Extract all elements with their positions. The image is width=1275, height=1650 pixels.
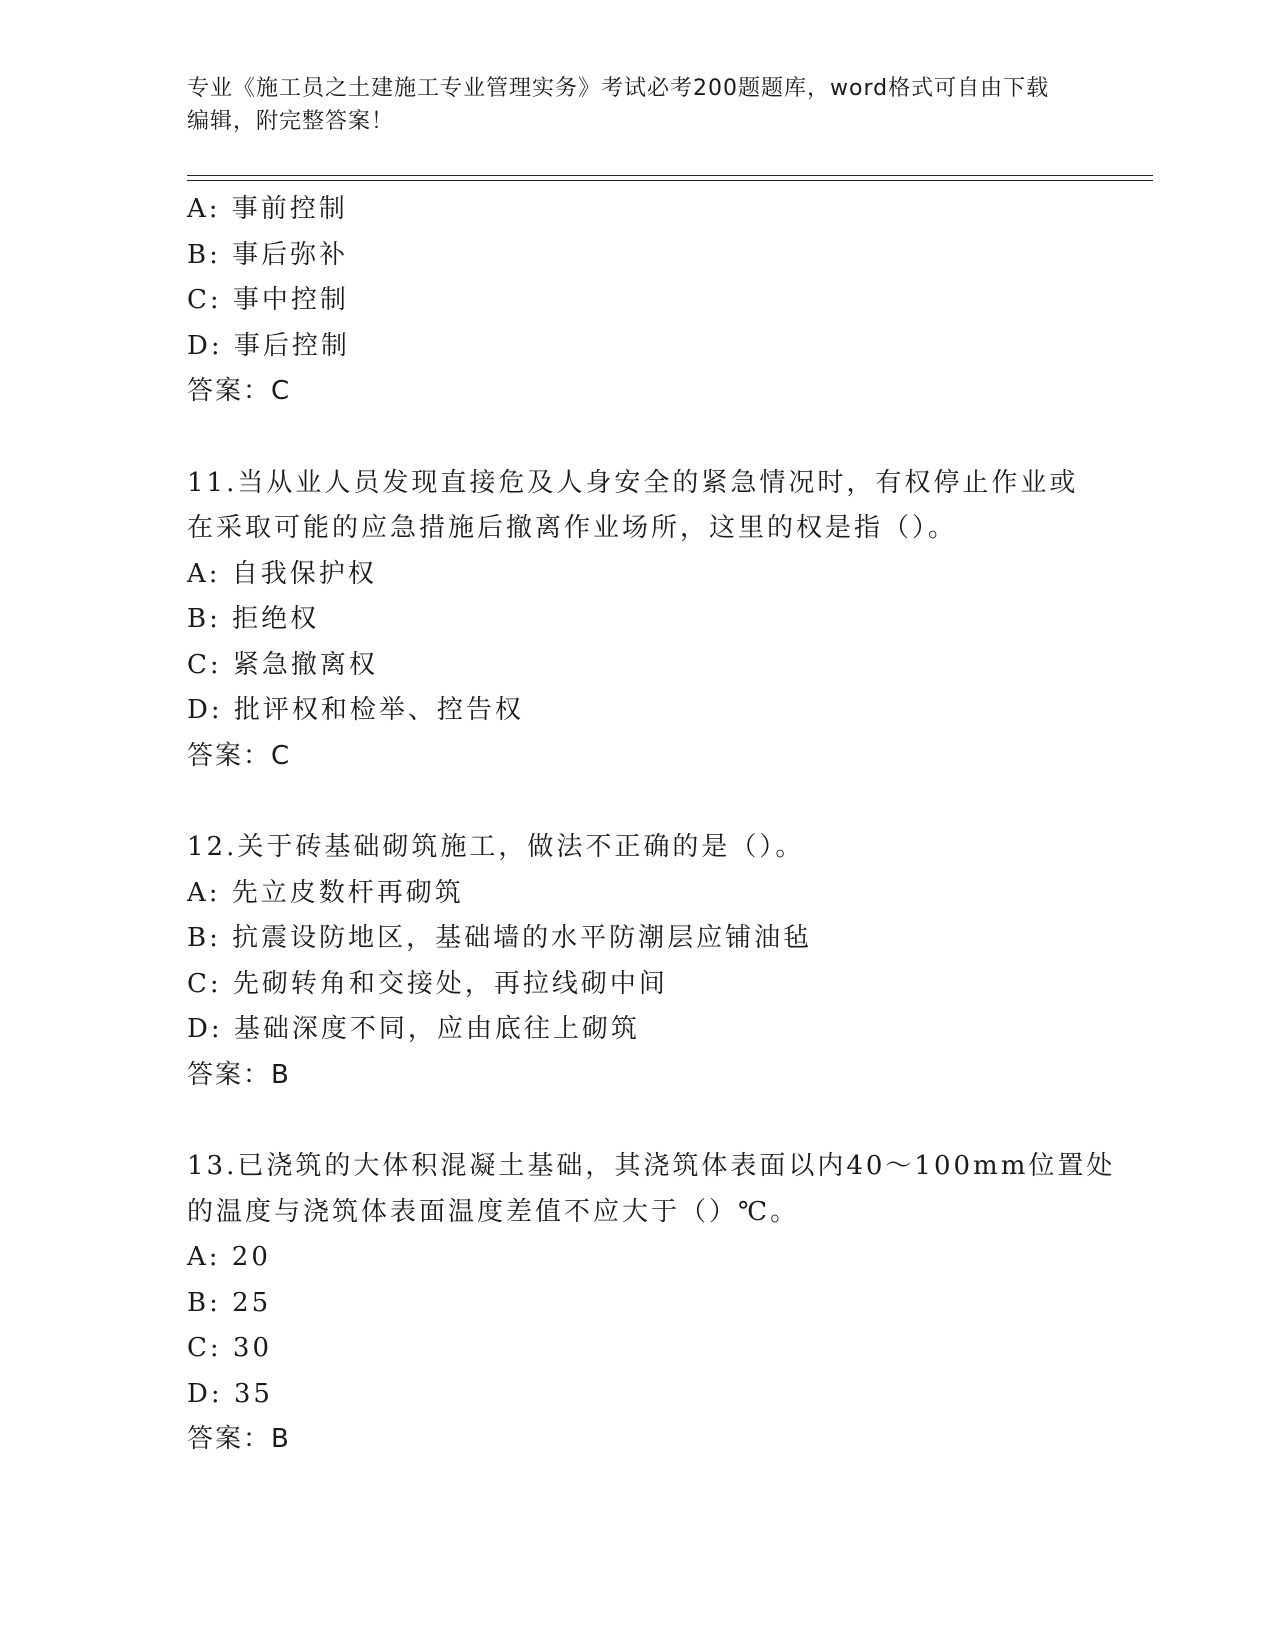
header-rule-top (187, 175, 1153, 176)
option-a: A: 先立皮数杆再砌筑 (187, 877, 464, 908)
option-a: A: 自我保护权 (187, 558, 377, 589)
option-c: C: 30 (187, 1333, 273, 1363)
answer-line: 答案：C (187, 376, 292, 406)
option-d: D: 35 (187, 1378, 273, 1409)
question-stem-line: 12.关于砖基础砌筑施工，做法不正确的是（）。 (187, 832, 805, 862)
question-block-13 (187, 1144, 1116, 1463)
answer-line: 答案：C (187, 740, 292, 771)
option-a: A: 事前控制 (187, 194, 348, 224)
question-stem-line: 的温度与浇筑体表面温度差值不应大于（）℃。 (187, 1196, 800, 1227)
option-c: C: 事中控制 (187, 285, 349, 315)
question-block-12 (187, 825, 1087, 1098)
spacer (187, 1098, 1087, 1144)
question-stem-line: 11.当从业人员发现直接危及人身安全的紧急情况时，有权停止作业或 (187, 467, 1079, 498)
question-block-11 (187, 461, 1087, 780)
option-c: C: 先砌转角和交接处，再拉线砌中间 (187, 968, 668, 999)
option-a: A: 20 (187, 1242, 271, 1272)
question-stem-line: 13.已浇筑的大体积混凝土基础，其浇筑体表面以内40～100mm位置处 (187, 1151, 1116, 1181)
spacer (187, 779, 1087, 825)
header-rule-bottom (187, 180, 1153, 181)
option-d: D: 基础深度不同，应由底往上砌筑 (187, 1014, 640, 1044)
spacer (187, 415, 1087, 461)
question-stem-line: 在采取可能的应急措施后撤离作业场所，这里的权是指（）。 (187, 513, 958, 543)
answer-line: 答案：B (187, 1424, 291, 1454)
question-block-prev (187, 187, 1087, 415)
option-b: B: 抗震设防地区，基础墙的水平防潮层应铺油毡 (187, 923, 813, 953)
option-b: B: 事后弥补 (187, 239, 349, 270)
answer-line: 答案：B (187, 1059, 291, 1090)
option-d: D: 批评权和检举、控告权 (187, 695, 524, 725)
option-c: C: 紧急撤离权 (187, 649, 378, 680)
option-b: B: 拒绝权 (187, 604, 320, 634)
option-b: B: 25 (187, 1287, 272, 1318)
option-d: D: 事后控制 (187, 330, 350, 361)
question-content (187, 187, 1116, 1463)
document-header: 专业《施工员之土建施工专业管理实务》考试必考200题题库，word格式可自由下载编辑，附完整答案！ (187, 76, 1050, 134)
